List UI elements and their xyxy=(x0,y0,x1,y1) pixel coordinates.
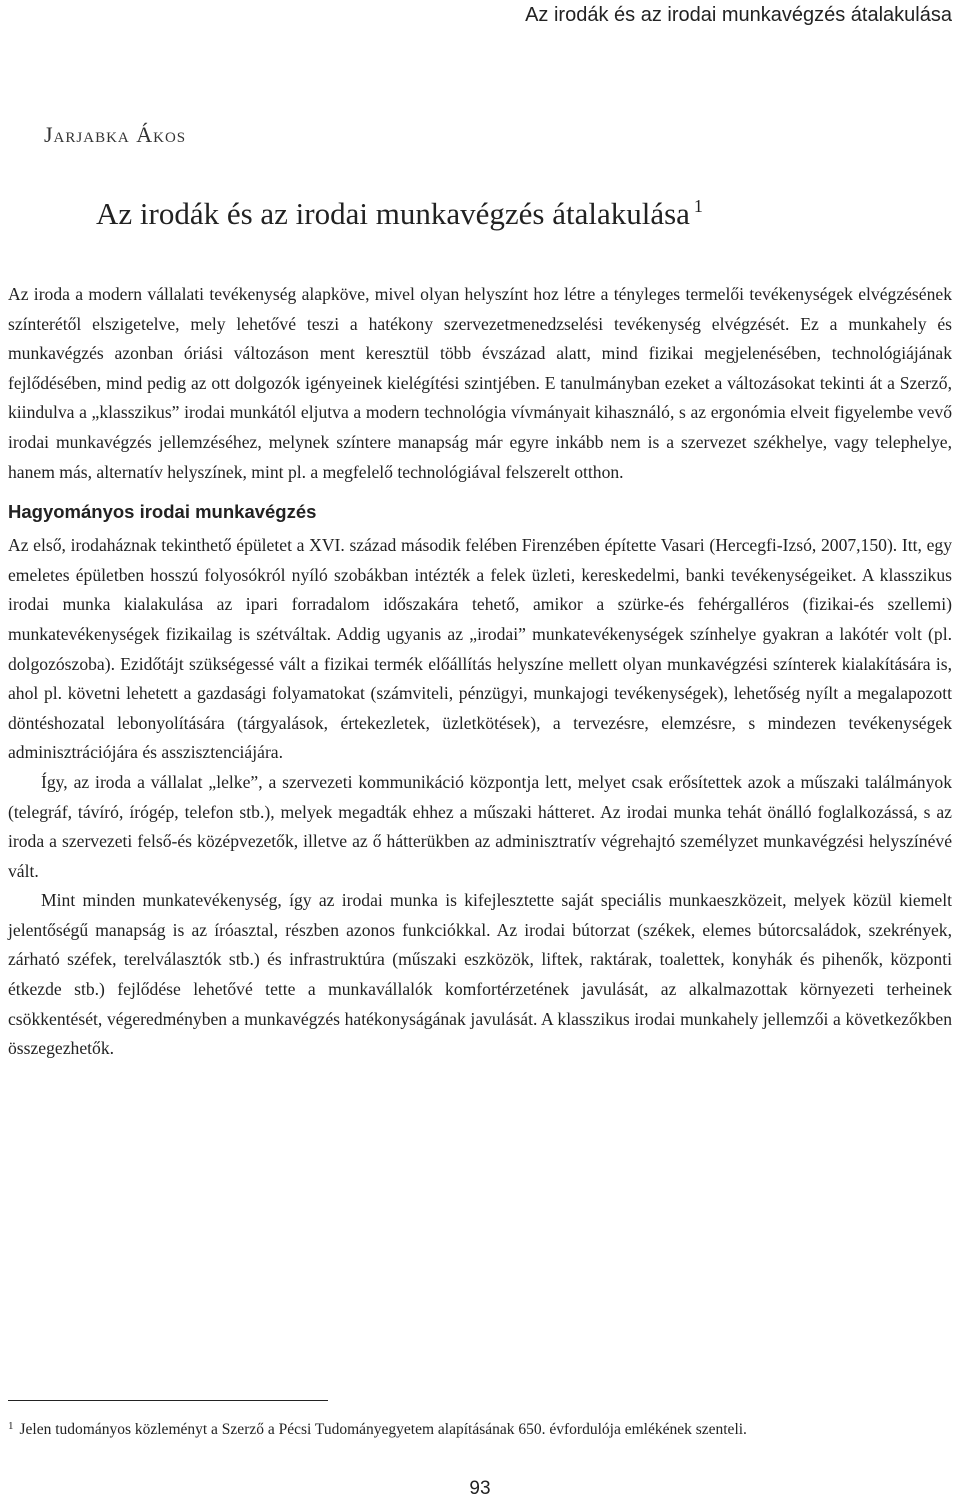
footnote xyxy=(8,1414,952,1442)
body-paragraph-3: Mint minden munkatevékenység, így az irodai munka is kifejlesztette saját speciális munkaeszközeit, melyek közül kiemelt jelentőségű manapság is az íróasztal, részben azonos funkciókkal. Az irodai bútorzat (székek, elemes bútorcsaládok, szekrények, zárható széfek, terelválasztók stb.) és infrastruktúra (műszaki eszközök, liftek, raktárak, toalettek, konyhák és pihenők, központi étkezde stb.) fejlődése lehetővé tette a munkavállalók komfortérzetének javulását, az alkalmazottak környezeti terheinek csökkentését, végeredményben a munkavégzés hatékonyságának javulását. A klasszikus irodai munkahely jellemzői a következőkben összegezhetők. xyxy=(8,890,952,1059)
section-heading: Hagyományos irodai munkavégzés xyxy=(8,501,317,523)
footnote-divider xyxy=(8,1400,328,1401)
footnote-text: Jelen tudományos közleményt a Szerző a Pécsi Tudományegyetem alapításának 650. évfordulója emlékének szenteli. xyxy=(19,1421,747,1438)
body-paragraph-2: Így, az iroda a vállalat „lelke”, a szervezeti kommunikáció központja lett, melyet csak erősítettek azok a műszaki találmányok (telegráf, távíró, írógép, telefon stb.), melyek megadták ehhez a műszaki hátteret. Az irodai munka tehát önálló foglalkozássá, s az iroda a szervezeti felső-és középvezetők, illetve az ő hátterükben az adminisztratív végrehajtó személyzet munkavégzési helyszínévé vált. xyxy=(8,771,952,881)
title-footnote-mark[interactable]: 1 xyxy=(693,196,703,216)
author-name: Jarjabka Ákos xyxy=(44,122,187,147)
article-title xyxy=(96,196,703,232)
article-body xyxy=(8,280,952,1064)
page-number: 93 xyxy=(469,1478,491,1499)
footnote-mark: 1 xyxy=(8,1420,14,1432)
abstract-paragraph: Az iroda a modern vállalati tevékenység alapköve, mivel olyan helyszínt hoz létre a tényleges termelői tevékenységek elvégzésének színterétől elszigetelve, mely lehetővé teszi a hatékony szervezetmenedzselési tevékenység elvégzését. Ez a munkahely és munkavégzés azonban óriási változáson ment keresztül több évszázad alatt, mind fizikai megjelenésében, technológiájának fejlődésében, mind pedig az ott dolgozók igényeinek kielégítési szintjében. E tanulmányban ezeket a változásokat tekinti át a Szerző, kiindulva a „klasszikus” irodai munkától eljutva a modern technológia vívmányait kihasználó, s az ergonómia elveit figyelembe vevő irodai munkavégzés jellemzéséhez, melynek színtere manapság már egyre inkább nem is a szervezet székhelye, vagy telephelye, hanem más, alternatív helyszínek, mint pl. a megfelelő technológiával felszerelt otthon. xyxy=(8,284,952,482)
article-title-text: Az irodák és az irodai munkavégzés átalakulása xyxy=(96,196,690,231)
running-header: Az irodák és az irodai munkavégzés átalakulása xyxy=(525,4,952,26)
body-paragraph-1: Az első, irodaháznak tekinthető épületet a XVI. század második felében Firenzében építette Vasari (Hercegfi-Izsó, 2007,150). Itt, egy emeletes épületben hosszú folyosókról nyíló szobákban intézték a felek üzleti, kereskedelmi, banki tevékenységeiket. A klasszikus irodai munka kialakulása az ipari forradalom időszakára tehető, amikor a szürke-és fehérgalléros (fizikai-és szellemi) munkatevékenységek fizikailag is szétváltak. Addig ugyanis az „irodai” munkatevékenységek színhelye gyakran a lakótér volt (pl. dolgozószoba). Ezidőtájt szükségessé vált a fizikai termék előállítás helyszíne mellett olyan munkavégzési színterek kialakítására is, ahol pl. követni lehetett a gazdasági folyamatokat (számviteli, pénzügyi, munkajogi tevékenységek), lehetőség nyílt a megalapozott döntéshozatal lebonyolítására (tárgyalások, értekezletek, üzletkötések), a tervezésre, elemzésre, s mindezen tevékenységek adminisztrációjára és asszisztenciájára. xyxy=(8,535,952,763)
